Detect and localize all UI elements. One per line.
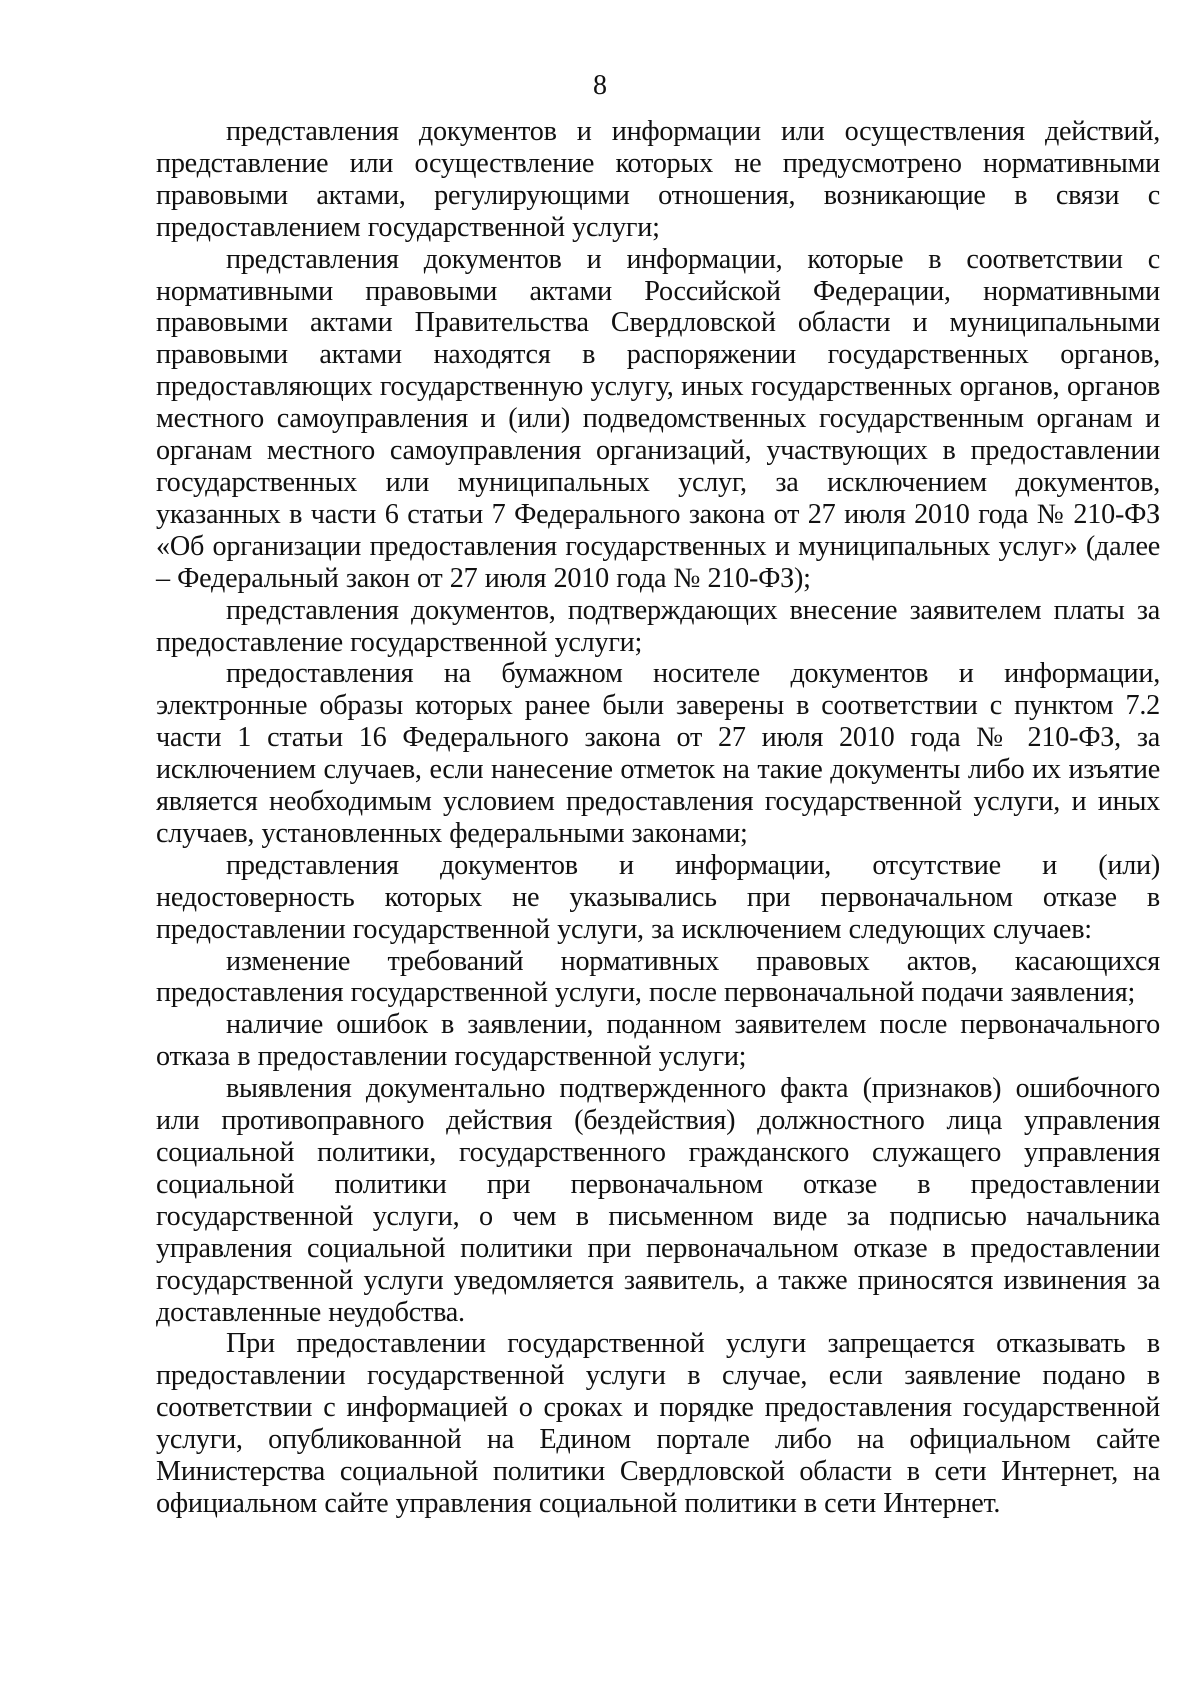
paragraph-4: предоставления на бумажном носителе документов и информации, электронные образы которых ранее были заверены в соответствии с пунктом 7.2 части 1 статьи 16 Федерального закона от 27 июля 2010 года № 210-ФЗ, за исключением случаев, если нанесение отметок на такие документы либо их изъятие является необходимым условием предоставления государственной услуги, и иных случаев, установленных федеральными законами; [156, 658, 1160, 849]
paragraph-7: наличие ошибок в заявлении, поданном заявителем после первоначального отказа в предоставлении государственной услуги; [156, 1009, 1160, 1073]
document-body [156, 116, 1160, 1520]
paragraph-9: При предоставлении государственной услуги запрещается отказывать в предоставлении государственной услуги в случае, если заявление подано в соответствии с информацией о сроках и порядке предоставления государственной услуги, опубликованной на Едином портале либо на официальном сайте Министерства социальной политики Свердловской области в сети Интернет, на официальном сайте управления социальной политики в сети Интернет. [156, 1328, 1160, 1519]
paragraph-1: представления документов и информации или осуществления действий, представление или осуществление которых не предусмотрено нормативными правовыми актами, регулирующими отношения, возникающие в связи с предоставлением государственной услуги; [156, 116, 1160, 243]
paragraph-8: выявления документально подтвержденного факта (признаков) ошибочного или противоправного действия (бездействия) должностного лица управления социальной политики, государственного гражданского служащего управления социальной политики при первоначальном отказе в предоставлении государственной услуги, о чем в письменном виде за подписью начальника управления социальной политики при первоначальном отказе в предоставлении государственной услуги уведомляется заявитель, а также приносятся извинения за доставленные неудобства. [156, 1073, 1160, 1328]
paragraph-3: представления документов, подтверждающих внесение заявителем платы за предоставление государственной услуги; [156, 594, 1160, 658]
paragraph-5: представления документов и информации, отсутствие и (или) недостоверность которых не указывались при первоначальном отказе в предоставлении государственной услуги, за исключением следующих случаев: [156, 849, 1160, 945]
paragraph-2: представления документов и информации, которые в соответствии с нормативными правовыми актами Российской Федерации, нормативными правовыми актами Правительства Свердловской области и муниципальными правовыми актами находятся в распоряжении государственных органов, предоставляющих государственную услугу, иных государственных органов, органов местного самоуправления и (или) подведомственных государственным органам и органам местного самоуправления организаций, участвующих в предоставлении государственных или муниципальных услуг, за исключением документов, указанных в части 6 статьи 7 Федерального закона от 27 июля 2010 года № 210-ФЗ «Об организации предоставления государственных и муниципальных услуг» (далее – Федеральный закон от 27 июля 2010 года № 210-ФЗ); [156, 243, 1160, 594]
paragraph-6: изменение требований нормативных правовых актов, касающихся предоставления государственной услуги, после первоначальной подачи заявления; [156, 945, 1160, 1009]
page-number: 8 [593, 70, 607, 101]
